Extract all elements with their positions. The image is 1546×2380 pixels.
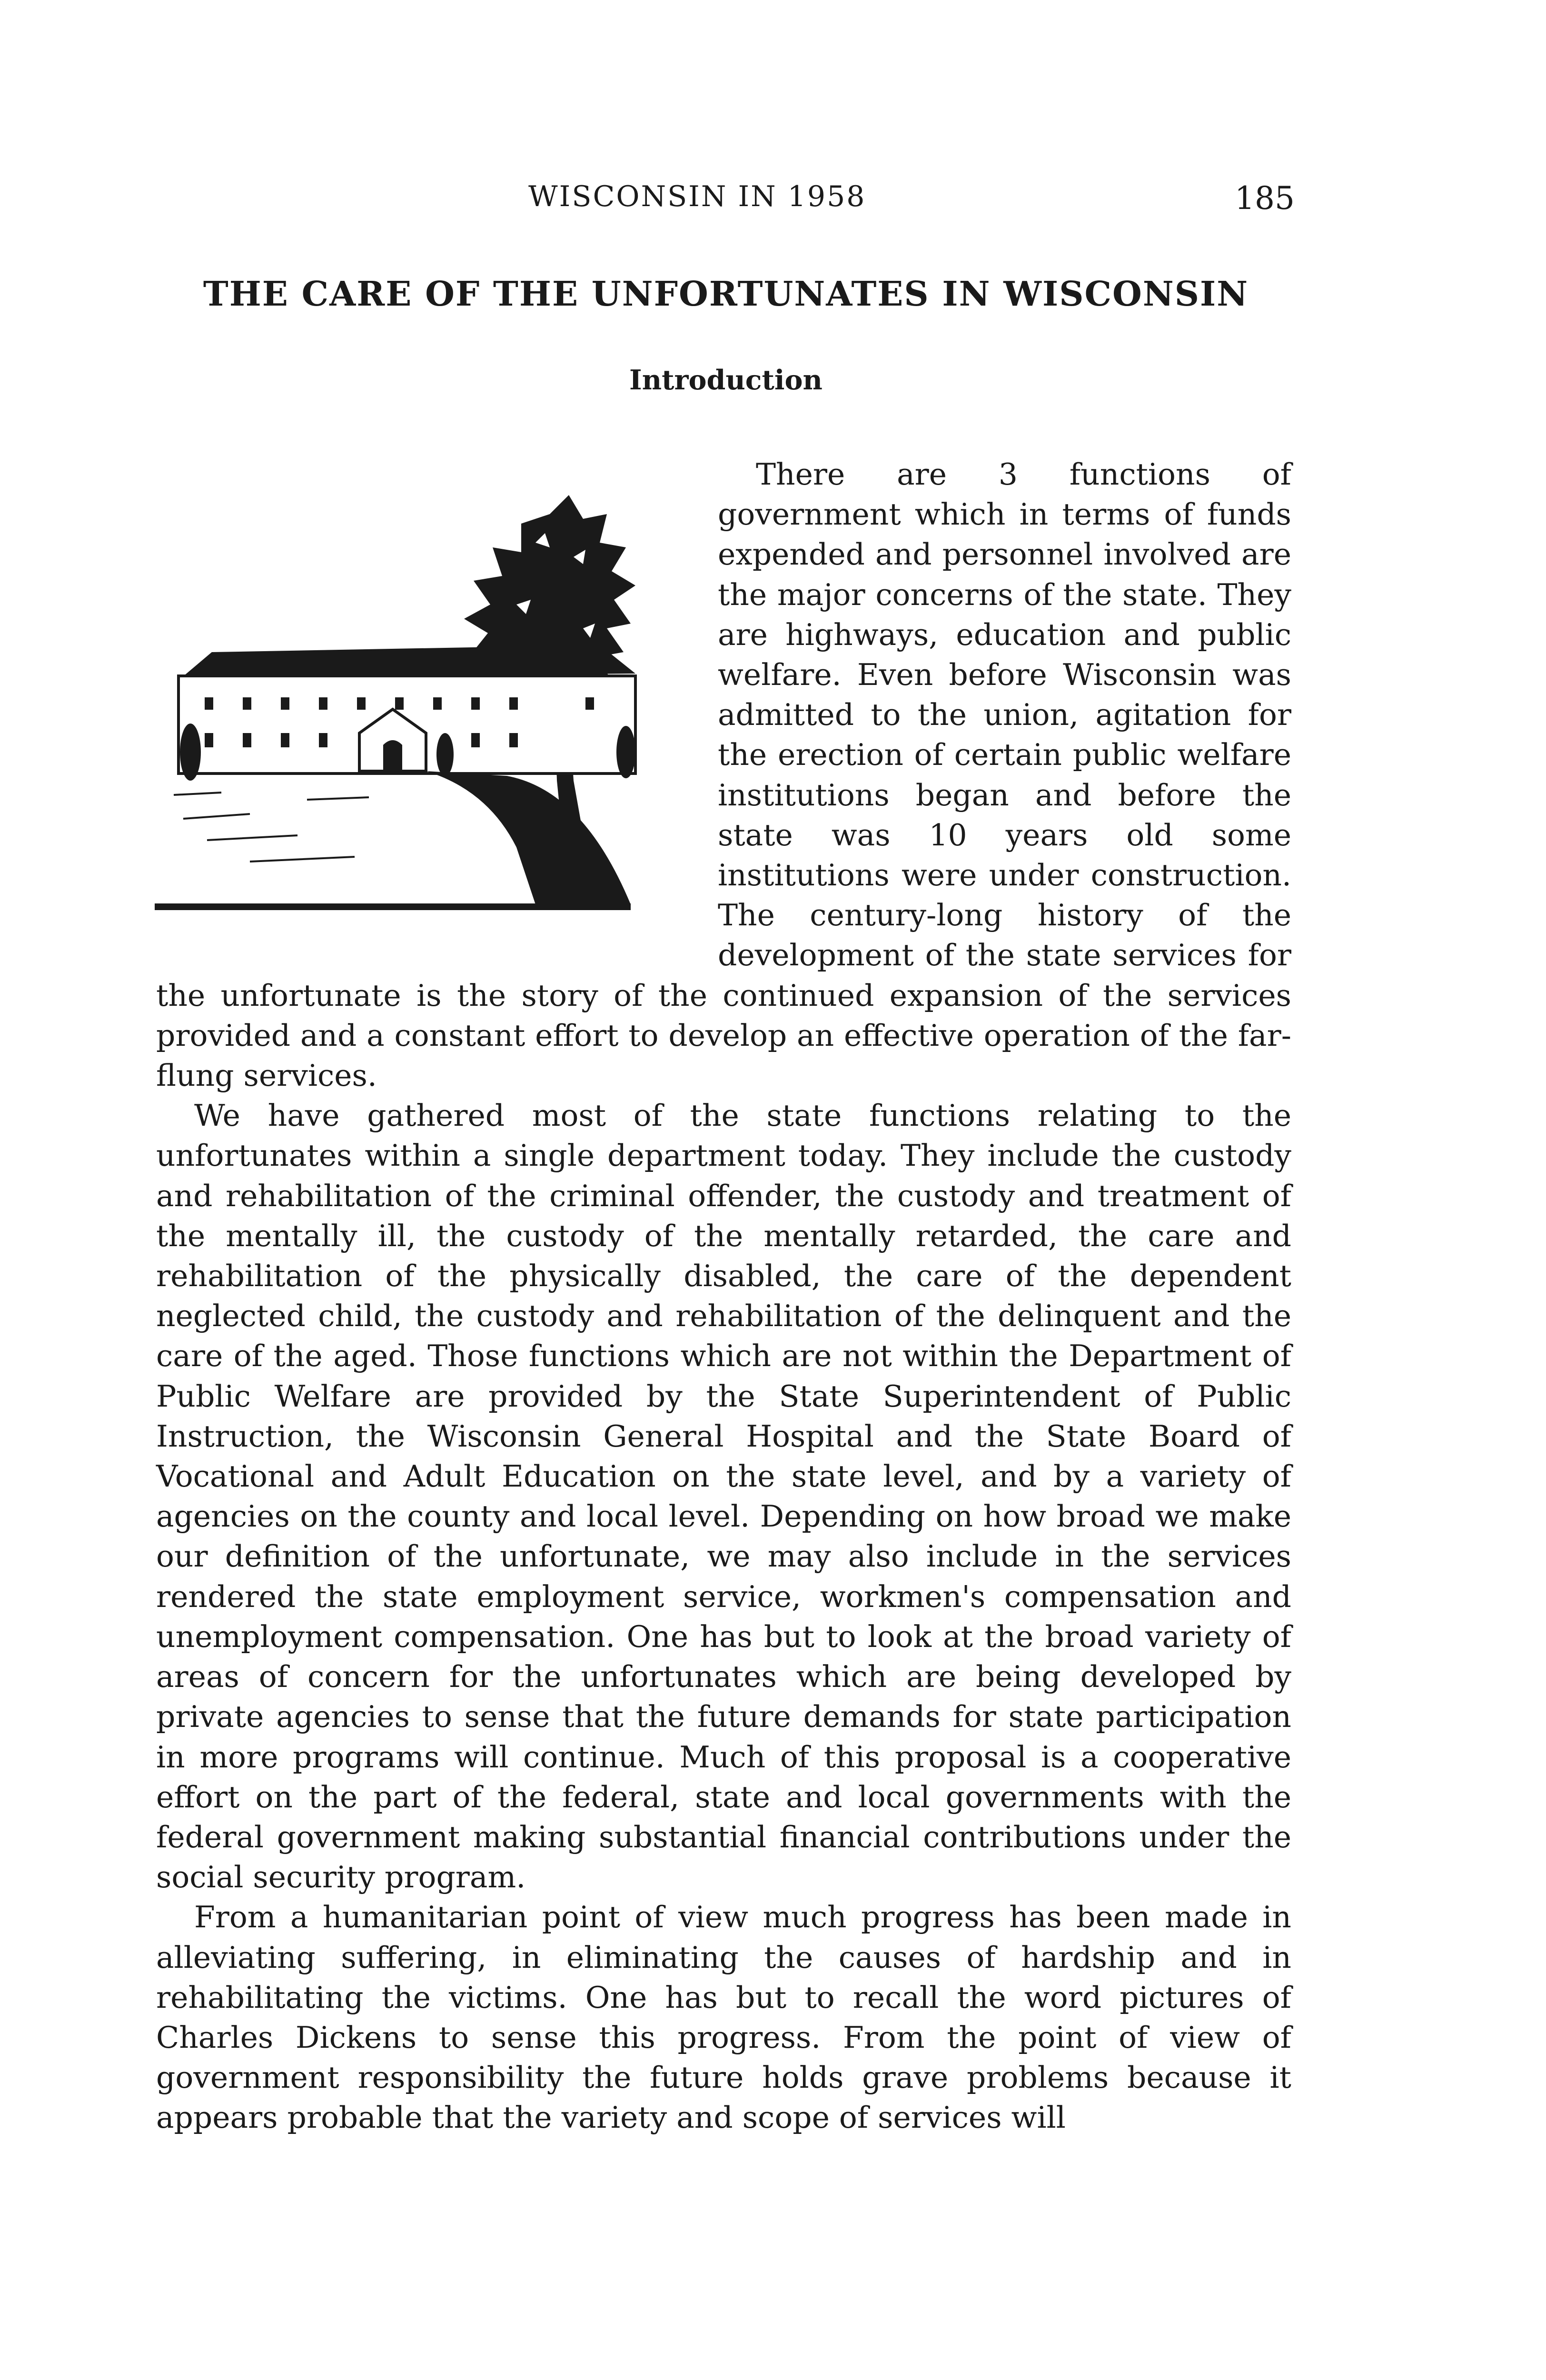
paragraph-3: From a humanitarian point of view much progress has been made in alleviating suffering, in eliminating the causes of hardship and in rehabilitating the victims. One has but to recall the word pictures of Charles Dickens to sense this progress. From the point of view of government responsibility the future holds grave problems because it appears probable that the variety and scope of services will bbox=[156, 1900, 1291, 2135]
institution-building-illustration bbox=[155, 486, 674, 912]
building-icon bbox=[178, 645, 635, 781]
section-heading: Introduction bbox=[629, 364, 823, 396]
running-head bbox=[157, 180, 1295, 223]
page-number: 185 bbox=[1235, 180, 1295, 217]
running-head-title: WISCONSIN IN 1958 bbox=[528, 180, 866, 213]
paragraph-1: There are 3 functions of government which in terms of funds expended and personnel involved are the major concerns of the state. They are highways, education and public welfare. Even before Wisconsin was admitted to the union, agitation for the erection of certain public welfare institutions began and before the state was 10 years old some institutions were under construction. The century-long history of the development of the state services for the unfortunate is the story of the continued expansion of the services provided and a constant effort to develop an effective operation of the far-flung services. bbox=[156, 457, 1291, 1093]
paragraph-2: We have gathered most of the state functions relating to the unfortunates within a single department today. They include the custody and rehabilitation of the criminal offender, the custody and treatment of the mentally ill, the custody of the mentally retarded, the care and rehabilitation of the physically disabled, the care of the dependent neglected child, the custody and rehabilitation of the delinquent and the care of the aged. Those functions which are not within the Department of Public Welfare are provided by the State Superintendent of Public Instruction, the Wisconsin General Hospital and the State Board of Vocational and Adult Education on the state level, and by a variety of agencies on the county and local level. Depending on how broad we make our definition of the unfortunate, we may also include in the services rendered the state employment service, workmen's compensation and unemployment compensation. One has but to look at the broad variety of areas of concern for the unfortunates which are being developed by private agencies to sense that the future demands for state participation in more programs will continue. Much of this proposal is a cooperative effort on the part of the federal, state and local governments with the federal government making substantial financial contributions under the social security program. bbox=[156, 1098, 1291, 1895]
article-title: THE CARE OF THE UNFORTUNATES IN WISCONSIN bbox=[203, 274, 1249, 314]
